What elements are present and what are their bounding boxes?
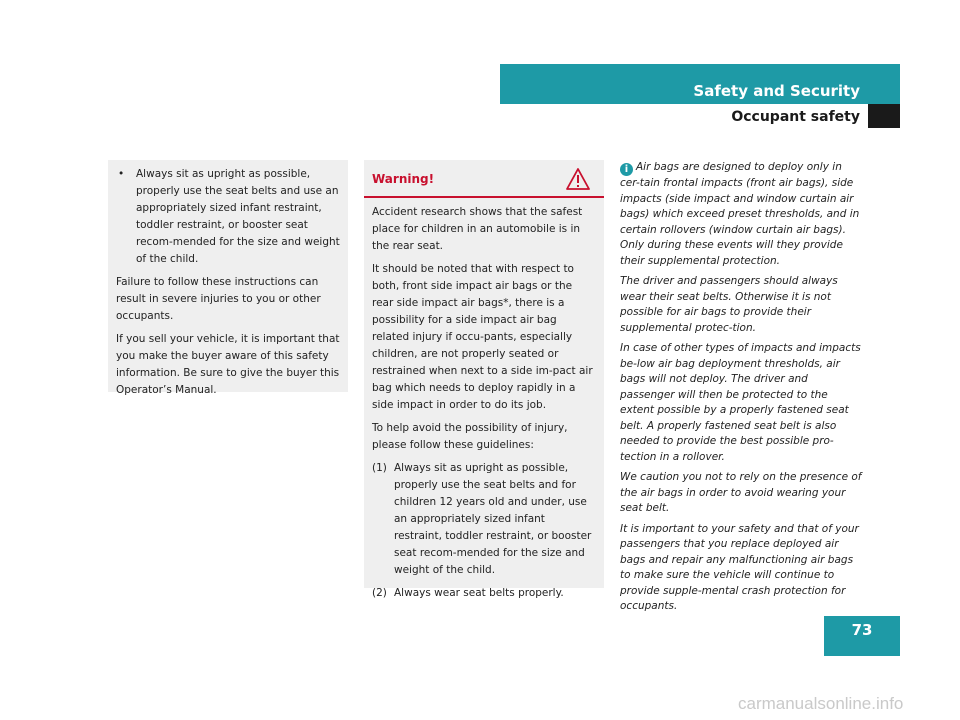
bullet-text: Always sit as upright as possible, properly use the seat belts and use an appropriately sized infant restraint, toddler restraint, or booster seat recom-mended for the size and weight of the child.: [136, 168, 340, 265]
left-info-box: [108, 160, 348, 396]
warning-paragraph-3: To help avoid the possibility of injury, please follow these guidelines:: [372, 422, 568, 451]
header-marker: [868, 104, 900, 128]
info-icon: i: [620, 163, 633, 176]
info-paragraph-4: We caution you not to rely on the presence of the air bags in order to avoid wearing your seat belt.: [620, 471, 862, 514]
guideline-text-2: Always wear seat belts properly.: [394, 587, 564, 599]
info-paragraph-3: In case of other types of impacts and impacts be-low air bag deployment thresholds, air bags will not deploy. The driver and passenger will then be protected to the extent possible by a properly fastened seat belt. A properly fastened seat belt is also needed to provide the best possible pro-tection in a rollover.: [620, 342, 861, 463]
warning-body: [364, 198, 604, 602]
info-paragraph-1: [620, 160, 864, 269]
warning-box: [364, 160, 604, 599]
guideline-number-1: (1): [372, 462, 387, 474]
section-header: Safety and Security: [500, 64, 900, 104]
left-paragraph-1: Failure to follow these instructions can result in severe injuries to you or other occupants.: [116, 276, 321, 322]
warning-title: Warning!: [372, 172, 435, 186]
subsection-title: Occupant safety: [731, 109, 860, 125]
watermark: carmanualsonline.info: [738, 694, 904, 713]
warning-paragraph-2: It should be noted that with respect to both, front side impact air bags or the rear side impact air bags*, there is a possibility for a side impact air bag related injury if occu-pants, especially children, are not properly seated or restrained when next to a side im-pact air bag which needs to deploy rapidly in a side impact in order to do its job.: [372, 263, 593, 411]
guideline-text-1: Always sit as upright as possible, properly use the seat belts and for children 12 years old and under, use an appropriately sized infant restraint, toddler restraint, or booster seat recom-mended for the size and weight of the child.: [394, 462, 592, 576]
left-paragraph-2: If you sell your vehicle, it is important that you make the buyer aware of this safety information. Be sure to give the buyer this Operator’s Manual.: [116, 333, 340, 396]
warning-header: [364, 160, 604, 198]
guideline-item-2: [372, 585, 596, 602]
bullet-item: [116, 166, 340, 268]
guideline-item-1: [372, 460, 596, 579]
info-column: [620, 160, 864, 620]
warning-triangle-icon: [566, 168, 590, 190]
warning-paragraph-1: Accident research shows that the safest place for children in an automobile is in the rear seat.: [372, 206, 583, 252]
guideline-number-2: (2): [372, 587, 387, 599]
info-paragraph-1-text: Air bags are designed to deploy only in cer-tain frontal impacts (front air bags), side impacts (side impact and window curtain air bags) which exceed preset thresholds, and in certain rollovers (window curtain air bags). Only during these events will they provide their supplemental protection.: [620, 161, 860, 267]
page-number: 73: [824, 616, 900, 656]
info-paragraph-2: The driver and passengers should always wear their seat belts. Otherwise it is not possible for air bags to provide their supplemental protec-tion.: [620, 275, 838, 334]
info-paragraph-5: It is important to your safety and that of your passengers that you replace deployed air bags and repair any malfunctioning air bags to make sure the vehicle will continue to provide supple-mental crash protection for occupants.: [620, 522, 859, 612]
bullet-dot-icon: •: [118, 168, 125, 180]
